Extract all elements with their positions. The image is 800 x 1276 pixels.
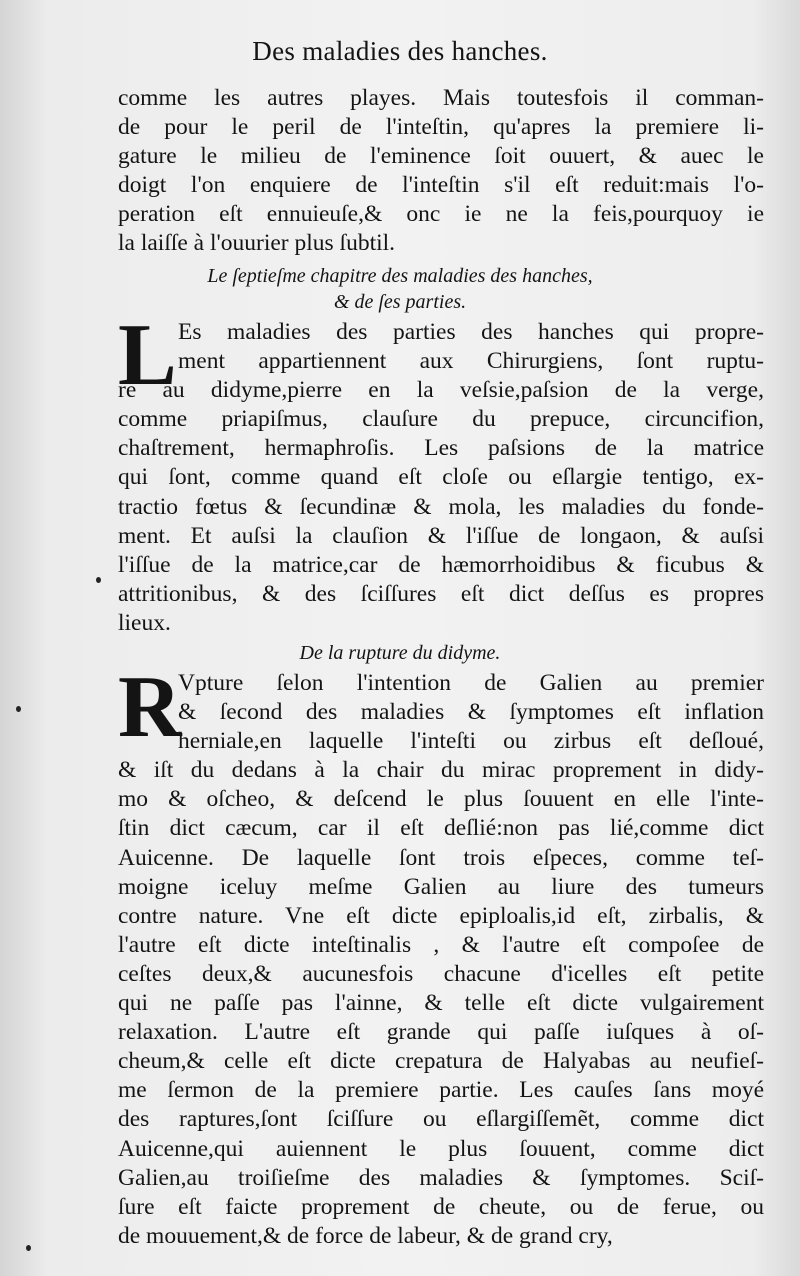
text-line: & iſt du dedans à la chair du mirac proprement in didy-	[118, 757, 764, 784]
text-line: Vpture ſelon l'intention de Galien au premier	[178, 670, 764, 696]
text-line: & ſecond des maladies & ſymptomes eſt inflation	[178, 699, 764, 726]
text-line: me ſermon de la premiere partie. Les cauſes ſans moyé	[118, 1077, 764, 1104]
text-line: de pour le peril de l'inteſtin, qu'apres la premiere li-	[118, 114, 764, 141]
running-head: Des maladies des hanches.	[252, 36, 548, 66]
text-line: gature le milieu de l'eminence ſoit ouuert, & auec le	[118, 143, 764, 170]
text-line: chaſtrement, hermaphroſis. Les paſsions de la matrice	[118, 435, 764, 462]
section-heading: De la rupture du didyme.	[299, 642, 501, 664]
ink-speck	[96, 577, 101, 583]
text-line: contre nature. Vne eſt dicte epiploalis,id eſt, zirbalis, &	[118, 902, 764, 929]
text-line: peration eſt ennuieuſe,& onc ie ne la feis,pourquoy ie	[118, 201, 764, 228]
text-line: ſure eſt faicte proprement de cheute, ou de ferue, ou	[118, 1193, 764, 1220]
text-line: des raptures,ſont ſciſſure ou eſlargiſſemẽt, comme dict	[118, 1106, 764, 1133]
text-line: mo & oſcheo, & deſcend le plus ſouuent en elle l'inte-	[118, 786, 764, 813]
text-line: l'iſſue de la matrice,car de hæmorrhoidibus & ficubus &	[118, 551, 764, 578]
text-line: comme les autres playes. Mais toutesfois il comman-	[118, 85, 764, 111]
text-line: ceſtes deux,& aucunesfois chacune d'icelles eſt petite	[118, 960, 764, 987]
chapter-paragraph	[118, 307, 764, 638]
text-line: de mouuement,& de force de labeur, & de grand cry,	[118, 1222, 613, 1249]
text-line: doigt l'on enquiere de l'inteſtin s'il eſt reduit:mais l'o-	[118, 172, 764, 199]
ink-speck	[26, 1245, 31, 1251]
text-line: comme priapiſmus, clauſure du prepuce, circuncifion,	[118, 406, 764, 433]
text-line: herniale,en laquelle l'inteſti ou zirbus eſt deſloué,	[178, 728, 764, 755]
text-line: qui ne paſſe pas l'ainne, & telle eſt dicte vulgairement	[118, 990, 764, 1017]
text-line: re au didyme,pierre en la veſsie,paſsion de la verge,	[118, 377, 764, 404]
text-line: attritionibus, & des ſciſſures eſt dict deſſus es propres	[118, 580, 764, 607]
text-line: qui ſont, comme quand eſt cloſe ou eſlargie tentigo, ex-	[118, 464, 764, 491]
text-line: lieux.	[118, 609, 171, 636]
text-line: ſtin dict cæcum, car il eſt deſlié:non pas lié,comme dict	[118, 815, 764, 842]
drop-cap-r: R	[118, 659, 182, 756]
text-line: Galien,au troiſieſme des maladies & ſymptomes. Sciſ-	[118, 1164, 764, 1191]
section-paragraph	[118, 659, 764, 1251]
text-line: cheum,& celle eſt dicte crepatura de Halyabas au neufieſ-	[118, 1048, 764, 1075]
chapter-heading-line-1: Le ſeptieſme chapitre des maladies des hanches,	[207, 265, 593, 287]
ink-speck	[16, 706, 21, 712]
text-line: relaxation. L'autre eſt grande qui paſſe iuſques à oſ-	[118, 1019, 764, 1046]
drop-cap-l: L	[118, 307, 177, 404]
text-line: moigne iceluy meſme Galien au liure des tumeurs	[118, 873, 764, 900]
text-line: Auicenne. De laquelle ſont trois eſpeces, comme teſ-	[118, 844, 764, 871]
text-line: tractio fœtus & ſecundinæ & mola, les maladies du fonde-	[118, 493, 764, 520]
paragraph-continuation	[118, 84, 764, 259]
text-line: ment appartiennent aux Chirurgiens, ſont ruptu-	[178, 348, 764, 375]
text-line: l'autre eſt dicte inteſtinalis , & l'autre eſt compoſee de	[118, 931, 764, 958]
text-line: la laiſſe à l'ouurier plus ſubtil.	[118, 230, 396, 257]
text-line: Auicenne,qui auiennent le plus ſouuent, comme dict	[118, 1135, 764, 1162]
chapter-heading-line-2: & de ſes parties.	[333, 291, 467, 313]
text-line: Es maladies des parties des hanches qui propre-	[178, 319, 764, 345]
text-line: ment. Et auſsi la clauſion & l'iſſue de longaon, & auſsi	[118, 522, 764, 549]
